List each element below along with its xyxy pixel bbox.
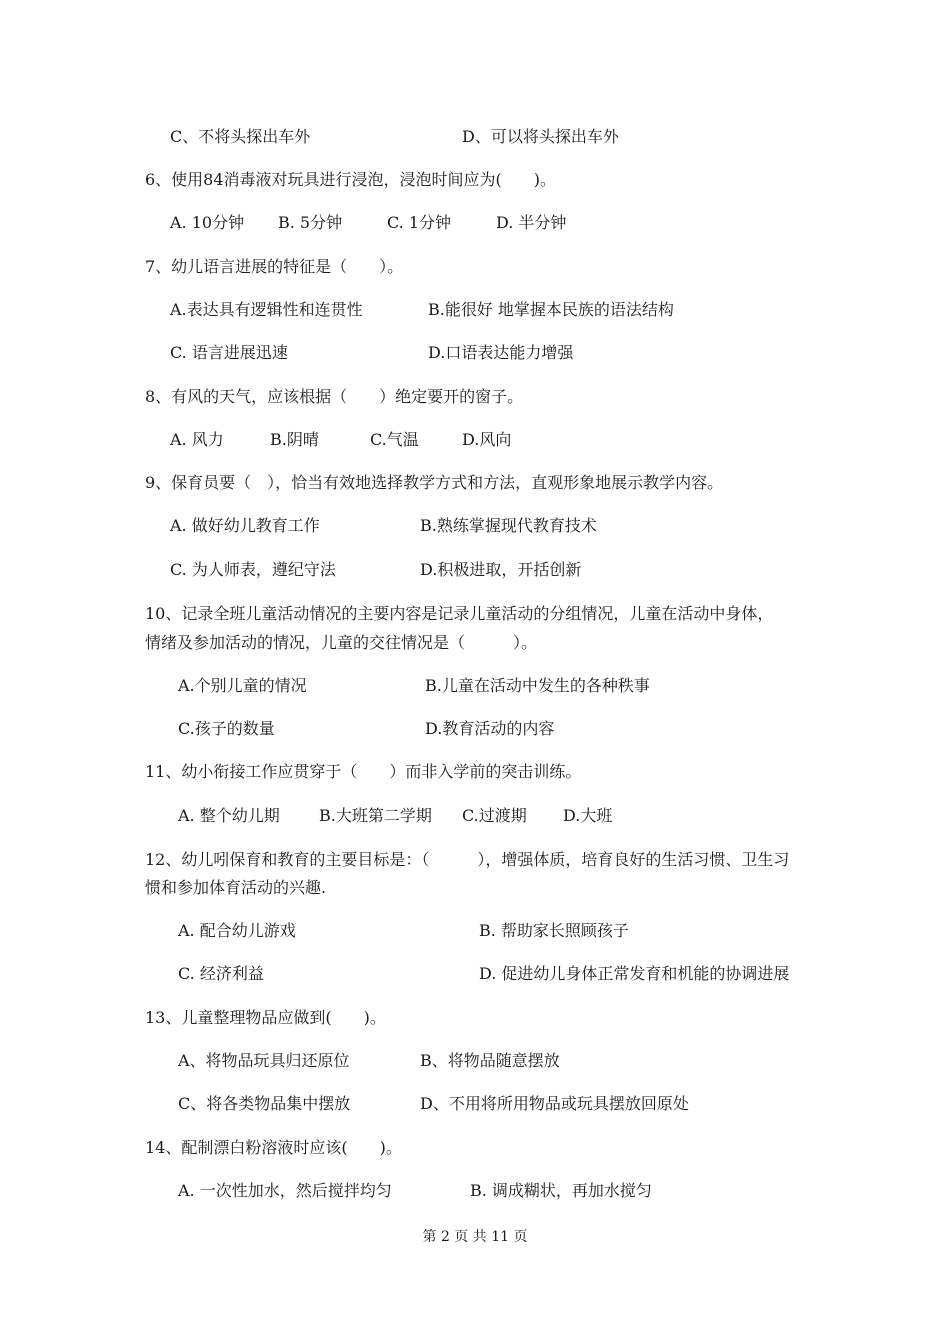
q14-option-b: B. 调成糊状，再加水搅匀 — [470, 1181, 652, 1200]
q12-option-d: D. 促进幼儿身体正常发育和机能的协调进展 — [479, 964, 790, 983]
q11-option-b: B.大班第二学期 — [319, 806, 432, 825]
q13-option-d: D、不用将所用物品或玩具摆放回原处 — [420, 1094, 689, 1113]
q12-option-c: C. 经济利益 — [178, 964, 264, 983]
q9-option-c: C. 为人师表，遵纪守法 — [170, 560, 336, 579]
q7-option-c: C. 语言进展迅速 — [170, 343, 288, 362]
q10-option-c: C.孩子的数量 — [178, 719, 275, 738]
q10-stem-line1: 10、记录全班儿童活动情况的主要内容是记录儿童活动的分组情况，儿童在活动中身体， — [145, 604, 774, 623]
q10-stem-line2: 情绪及参加活动的情况，儿童的交往情况是（ ）。 — [145, 633, 538, 652]
q8-option-a: A. 风力 — [170, 430, 224, 449]
q12-stem-line1: 12、幼儿吲保育和教育的主要目标是：（ ），增强体质，培育良好的生活习惯、卫生习 — [145, 850, 790, 869]
q7-stem: 7、幼儿语言进展的特征是（ ）。 — [145, 257, 404, 276]
q5-option-d: D、可以将头探出车外 — [462, 127, 619, 146]
q6-option-d: D. 半分钟 — [496, 213, 567, 232]
q10-option-a: A.个别儿童的情况 — [178, 676, 307, 695]
q7-option-a: A.表达具有逻辑性和连贯性 — [170, 300, 363, 319]
q13-option-a: A、将物品玩具归还原位 — [178, 1051, 350, 1070]
q11-stem: 11、幼小衔接工作应贯穿于（ ）而非入学前的突击训练。 — [145, 762, 582, 781]
q8-option-c: C.气温 — [370, 430, 419, 449]
q8-option-b: B.阴晴 — [270, 430, 319, 449]
q14-option-a: A. 一次性加水，然后搅拌均匀 — [178, 1181, 392, 1200]
q12-option-a: A. 配合幼儿游戏 — [178, 921, 296, 940]
q9-option-d: D.积极进取，开括创新 — [420, 560, 582, 579]
q11-option-c: C.过渡期 — [462, 806, 527, 825]
q14-stem: 14、配制漂白粉溶液时应该( )。 — [145, 1138, 402, 1157]
q9-option-a: A. 做好幼儿教育工作 — [170, 516, 320, 535]
q12-option-b: B. 帮助家长照顾孩子 — [479, 921, 629, 940]
q6-option-a: A. 10分钟 — [170, 213, 245, 232]
q5-option-c: C、不将头探出车外 — [170, 127, 311, 146]
q6-option-b: B. 5分钟 — [278, 213, 343, 232]
q11-option-d: D.大班 — [563, 806, 613, 825]
q10-option-d: D.教育活动的内容 — [425, 719, 555, 738]
q8-option-d: D.风向 — [462, 430, 512, 449]
q10-option-b: B.儿童在活动中发生的各种秩事 — [425, 676, 650, 695]
q13-option-b: B、将物品随意摆放 — [420, 1051, 560, 1070]
q7-option-d: D.口语表达能力增强 — [428, 343, 574, 362]
q7-option-b: B.能很好 地掌握本民族的语法结构 — [428, 300, 674, 319]
page-footer: 第 2 页 共 11 页 — [422, 1229, 528, 1245]
q12-stem-line2: 惯和参加体育活动的兴趣. — [145, 878, 327, 897]
q13-option-c: C、将各类物品集中摆放 — [178, 1094, 351, 1113]
q9-option-b: B.熟练掌握现代教育技术 — [420, 516, 597, 535]
q6-option-c: C. 1分钟 — [387, 213, 452, 232]
q6-stem: 6、使用84消毒液对玩具进行浸泡，浸泡时间应为( )。 — [145, 170, 557, 189]
q9-stem: 9、保育员要（ ），恰当有效地选择教学方式和方法，直观形象地展示教学内容。 — [145, 473, 724, 492]
q8-stem: 8、有风的天气，应该根据（ ）绝定要开的窗子。 — [145, 387, 524, 406]
q13-stem: 13、儿童整理物品应做到( )。 — [145, 1008, 386, 1027]
q11-option-a: A. 整个幼儿期 — [178, 806, 280, 825]
